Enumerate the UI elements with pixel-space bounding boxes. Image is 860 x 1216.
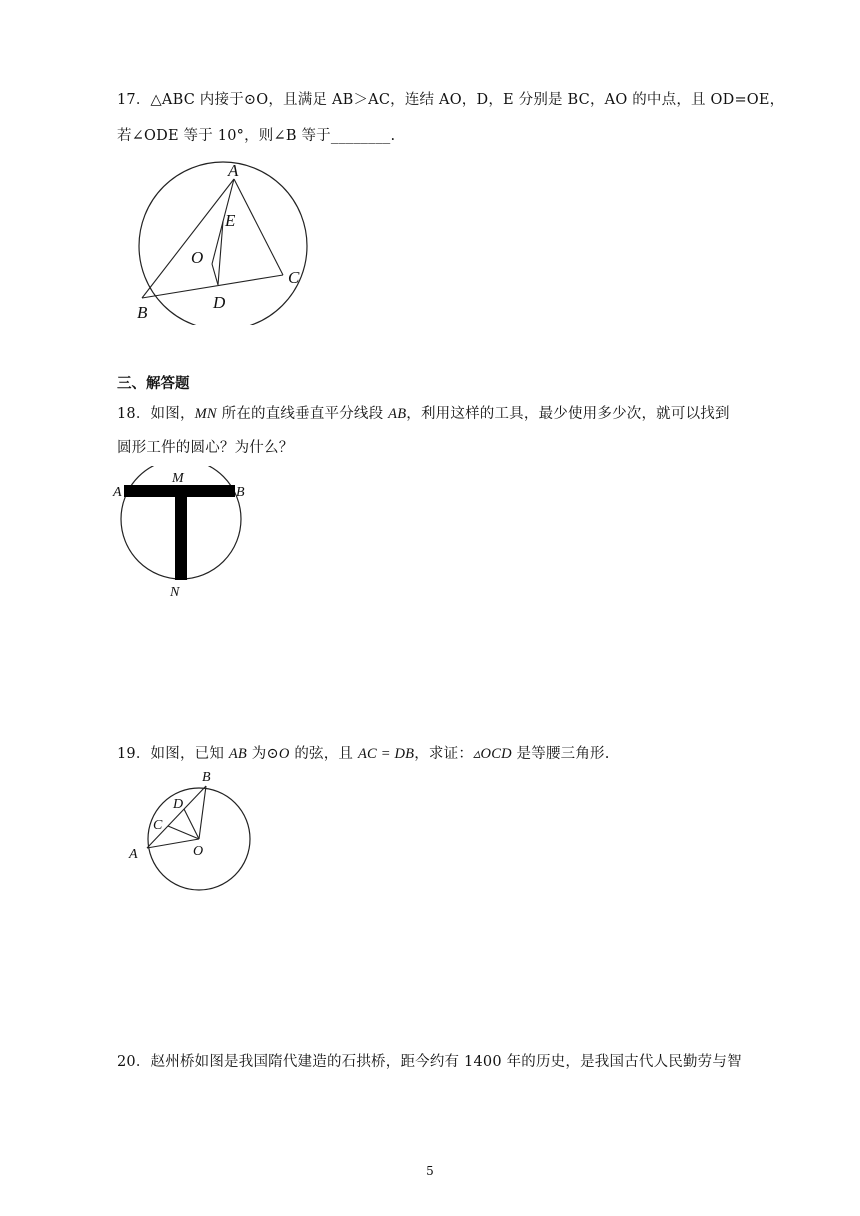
q17-text-line1: 17．△ABC 内接于⊙O，且满足 AB＞AC，连结 AO，D，E 分别是 BC，AO 的中点，且 OD=OE， (117, 92, 785, 108)
q17-segment-ac (234, 179, 283, 275)
q17-label-b: B (137, 303, 148, 322)
q17-segment-ab (142, 179, 234, 298)
q19-label-o: O (193, 844, 204, 859)
q20-text: 20．赵州桥如图是我国隋代建造的石拱桥，距今约有 1400 年的历史，是我国古代人民勤劳与智 (117, 1054, 742, 1070)
q19-label-d: D (173, 797, 184, 812)
page-number: 5 (426, 1164, 434, 1178)
q19-label-b: B (202, 770, 211, 785)
q17-label-a: A (228, 161, 239, 180)
q17-figure (128, 160, 318, 325)
q18-text-line1: 18．如图，MN 所在的直线垂直平分线段 AB，利用这样的工具，最少使用多少次，就可以找到 (117, 406, 730, 422)
q17-label-c: C (288, 268, 300, 287)
q18-figure (112, 466, 254, 600)
q18-t-square-stem (175, 485, 187, 580)
q19-label-c: C (153, 818, 163, 833)
section-heading: 三、解答题 (117, 376, 190, 392)
q19-figure (126, 766, 256, 896)
q18-label-a: A (113, 485, 122, 500)
q18-text-line2: 圆形工件的圆心？为什么？ (117, 440, 294, 456)
q17-label-d: D (213, 293, 226, 312)
q19-segment-od (184, 809, 199, 839)
q19-text: 19．如图，已知 AB 为⊙O 的弦，且 AC = DB，求证：▵OCD 是等腰三角形. (117, 746, 610, 762)
q17-label-o: O (191, 248, 204, 267)
q19-label-a: A (129, 847, 138, 862)
q17-segment-od (212, 264, 218, 285)
q17-label-e: E (225, 211, 236, 230)
q19-segment-ob (199, 786, 206, 839)
q18-label-n: N (170, 585, 180, 600)
q18-label-b: B (236, 485, 245, 500)
q17-text-line2: 若∠ODE 等于 10°，则∠B 等于________. (117, 128, 396, 144)
q18-label-m: M (172, 471, 184, 486)
q19-segment-oc (168, 826, 199, 839)
